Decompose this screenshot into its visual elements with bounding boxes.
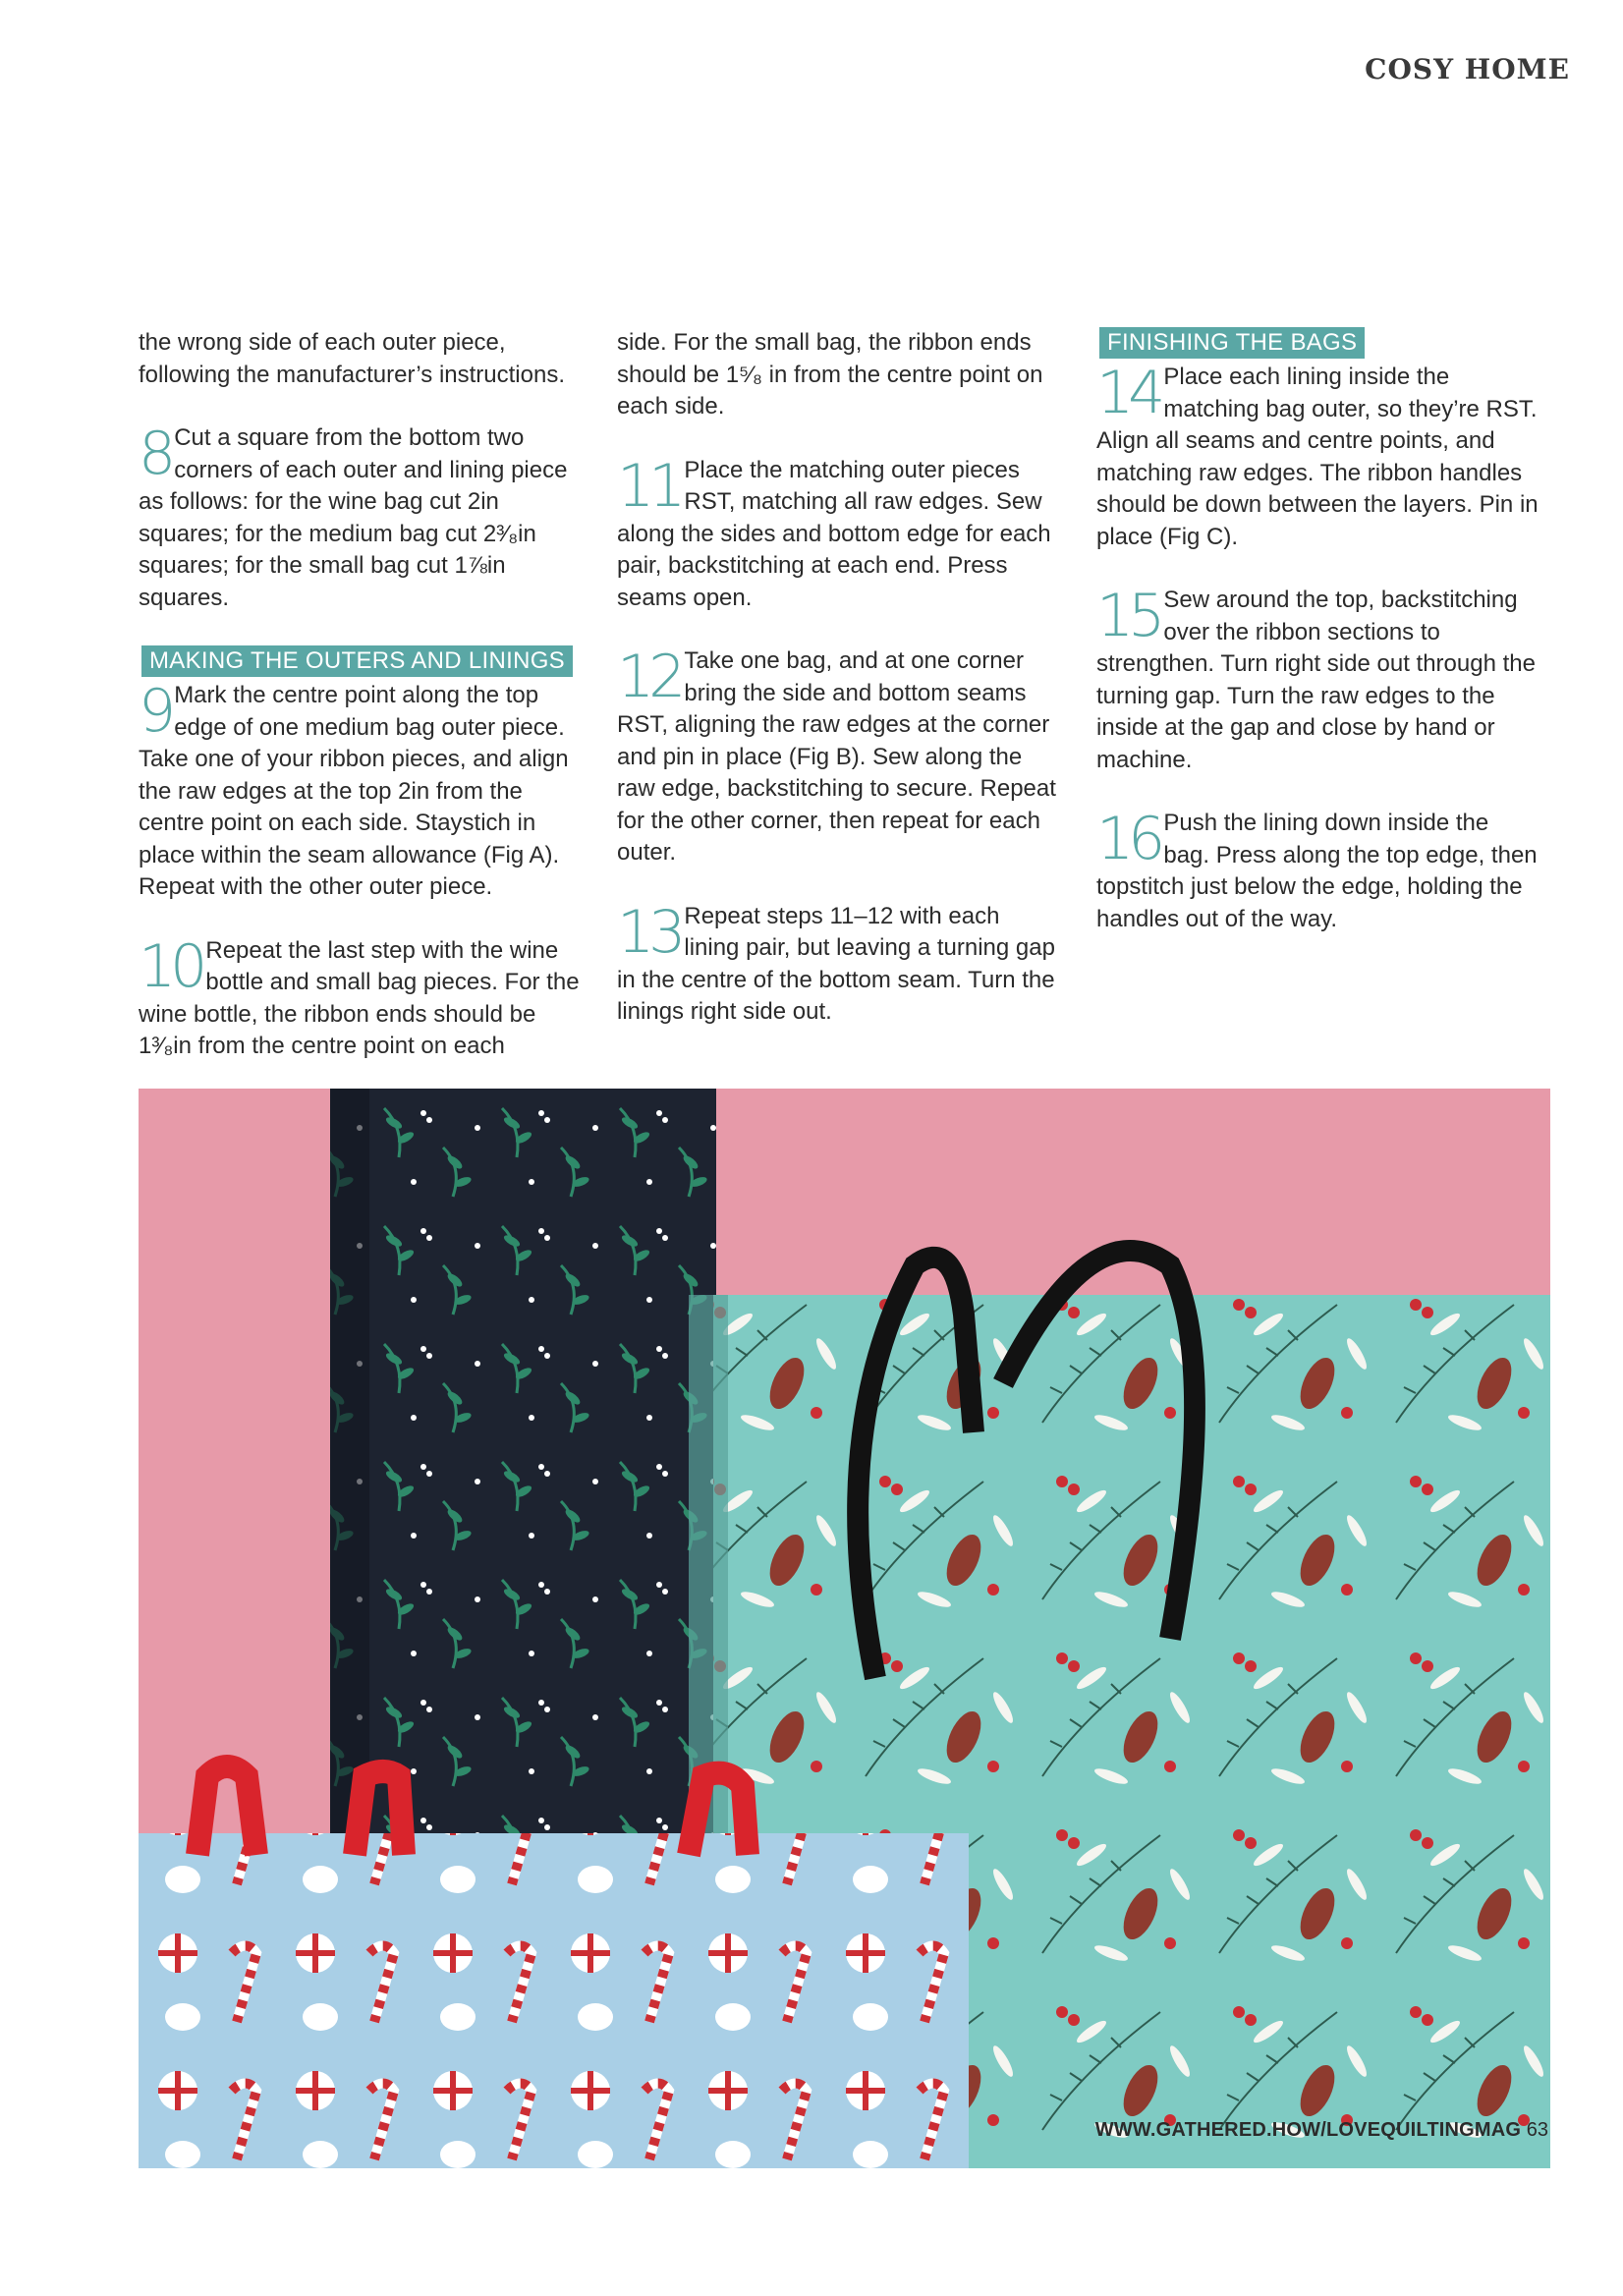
section-tag: COSY HOME [1365, 53, 1570, 85]
step-12 [617, 645, 1059, 869]
page-footer [1095, 2119, 1548, 2142]
page-number: 63 [1526, 2119, 1548, 2141]
photo-illustration [139, 1089, 1550, 2168]
step-text: Cut a square from the bottom two corners of each outer and lining piece as follows: for the wine bag cut 2in squares; for the medium bag cut 2³⁄₈in squares; for the small bag cut 1⅞in squares. [139, 424, 568, 611]
step-number: 11 [617, 451, 681, 521]
step-text: Place each lining inside the matching bag outer, so they’re RST. Align all seams and centre points, and matching raw edges. The ribbon handles should be down between the layers. Pin in place (Fig C). [1096, 364, 1539, 550]
paragraph: side. For the small bag, the ribbon ends should be 1⁵⁄₈ in from the centre point on each side. [617, 329, 1043, 420]
step-text: Sew around the top, backstitching over the ribbon sections to strengthen. Turn right side out through the turning gap. Turn the raw edges to the inside at the gap and close by hand or machine. [1096, 587, 1536, 773]
paragraph: the wrong side of each outer piece, following the manufacturer’s instructions. [139, 329, 565, 388]
small-tote-bag [139, 1833, 969, 2168]
text-column-3 [1096, 327, 1539, 967]
step-number: 13 [617, 897, 681, 967]
step-10 [139, 931, 581, 1063]
step-16 [1096, 805, 1539, 935]
step-11 [617, 451, 1059, 615]
text-column-2 [617, 327, 1059, 1060]
step-number: 14 [1096, 359, 1160, 427]
step-14 [1096, 359, 1539, 553]
step-text: Place the matching outer pieces RST, matching all raw edges. Sew along the sides and bottom edge for each pair, backstitching at each end. Press seams open. [617, 456, 1051, 611]
step-number: 9 [139, 677, 171, 746]
section-heading: MAKING THE OUTERS AND LININGS [141, 645, 573, 677]
step-number: 8 [139, 420, 171, 488]
step-text: Repeat the last step with the wine bottle and small bag pieces. For the wine bottle, the ribbon ends should be 1³⁄₈in from the centre point on each [139, 936, 580, 1059]
step-text: Mark the centre point along the top edge of one medium bag outer piece. Take one of your ribbon pieces, and align the raw edges at the top 2in from the centre point on each side. Staystich in place within the seam allowance (Fig A). Repeat with the other outer piece. [139, 682, 569, 900]
step-number: 10 [139, 931, 202, 1001]
step-13 [617, 897, 1059, 1029]
step-number: 12 [617, 643, 681, 711]
step-number: 16 [1096, 805, 1160, 873]
step-8 [139, 422, 581, 614]
step-text: Take one bag, and at one corner bring the side and bottom seams RST, aligning the raw edges at the corner and pin in place (Fig B). Sew along the raw edge, backstitching to secure. Repeat for the other corner, then repeat for each outer. [617, 647, 1056, 866]
step-15 [1096, 582, 1539, 776]
step-text: Push the lining down inside the bag. Press along the top edge, then topstitch just below the edge, holding the handles out of the way. [1096, 810, 1538, 932]
section-heading: FINISHING THE BAGS [1099, 327, 1365, 359]
step-9 [139, 677, 581, 904]
tote-bags-photo [139, 1089, 1550, 2168]
step-text: Repeat steps 11–12 with each lining pair, but leaving a turning gap in the centre of the bottom seam. Turn the linings right side out. [617, 902, 1055, 1025]
text-column-1 [139, 327, 581, 1094]
step-number: 15 [1096, 582, 1160, 650]
magazine-url: WWW.GATHERED.HOW/LOVEQUILTINGMAG [1094, 2119, 1522, 2141]
